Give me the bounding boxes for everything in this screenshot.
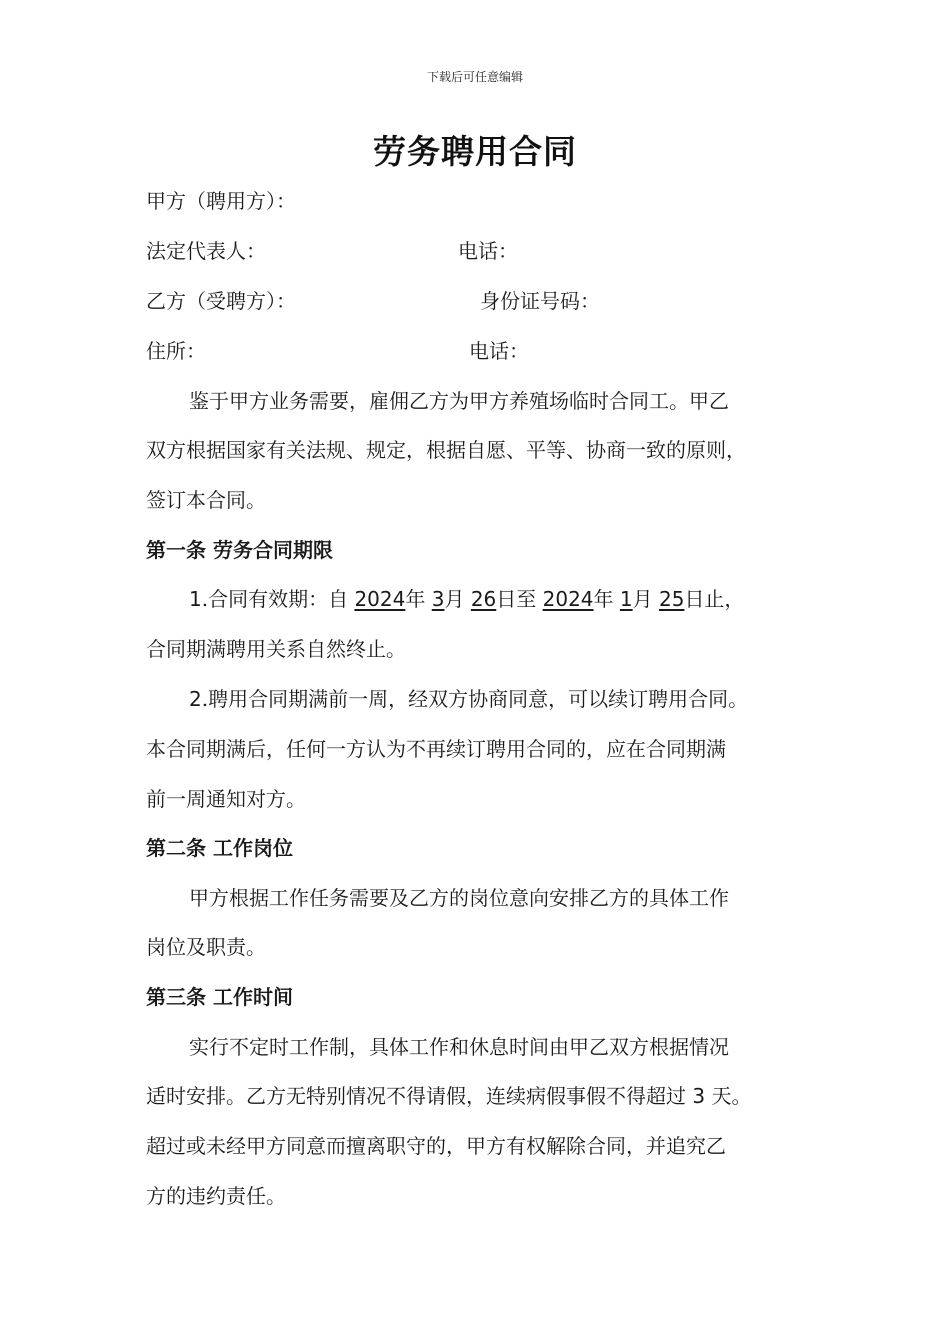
preamble-line-2: 双方根据国家有关法规、规定，根据自愿、平等、协商一致的原则， <box>146 438 746 462</box>
item-2-text: .聘用合同期满前一周，经双方协商同意，可以续订聘用合同。 <box>201 687 749 711</box>
article-3-line-2-text: 适时安排。乙方无特别情况不得请假，连续病假事假不得超过 <box>146 1084 686 1108</box>
id-number-label: 身份证号码： <box>480 289 600 313</box>
party-a-label: 甲方（聘用方）： <box>146 189 296 213</box>
article-1-heading: 第一条 劳务合同期限 <box>146 538 333 562</box>
year-char: 年 <box>405 587 426 611</box>
article-3-line-1: 实行不定时工作制，具体工作和休息时间由甲乙双方根据情况 <box>189 1035 729 1059</box>
start-year-field: 2024 <box>354 587 406 611</box>
address-label: 住所： <box>146 339 206 363</box>
preamble-line-1: 鉴于甲方业务需要，雇佣乙方为甲方养殖场临时合同工。甲乙 <box>189 389 729 413</box>
month-char: 月 <box>632 587 653 611</box>
legal-rep-label: 法定代表人： <box>146 239 266 263</box>
end-year-field: 2024 <box>542 587 594 611</box>
party-b-phone-label: 电话： <box>469 339 529 363</box>
page-title: 劳务聘用合同 <box>373 132 577 171</box>
item-number: 1 <box>189 587 202 611</box>
year-char: 年 <box>593 587 614 611</box>
article-3-heading: 第三条 工作时间 <box>146 985 293 1009</box>
start-month-field: 3 <box>431 587 445 611</box>
article-2-line-1: 甲方根据工作任务需要及乙方的岗位意向安排乙方的具体工作 <box>189 886 729 910</box>
article-3-line-4: 方的违约责任。 <box>146 1184 286 1208</box>
preamble-line-3: 签订本合同。 <box>146 488 266 512</box>
article-1-item-1-line-2: 合同期满聘用关系自然终止。 <box>146 637 406 661</box>
party-a-phone-label: 电话： <box>458 239 518 263</box>
article-1-item-2 <box>189 685 748 713</box>
day-unit: 天。 <box>711 1084 752 1108</box>
end-month-field: 1 <box>619 587 633 611</box>
header-note: 下载后可任意编辑 <box>426 70 523 84</box>
article-1-item-2-line-2: 本合同期满后，任何一方认为不再续订聘用合同的，应在合同期满 <box>146 737 726 761</box>
max-sick-days: 3 <box>692 1084 706 1108</box>
end-day-field: 25 <box>658 587 685 611</box>
article-3-line-2 <box>146 1082 751 1110</box>
article-3-line-3: 超过或未经甲方同意而擅离职守的，甲方有权解除合同，并追究乙 <box>146 1134 726 1158</box>
article-2-heading: 第二条 工作岗位 <box>146 836 293 860</box>
article-2-line-2: 岗位及职责。 <box>146 935 266 959</box>
start-day-field: 26 <box>470 587 497 611</box>
to-text: 日至 <box>496 587 537 611</box>
item-number: 2 <box>189 687 202 711</box>
term-intro: .合同有效期：自 <box>201 587 349 611</box>
party-b-label: 乙方（受聘方）： <box>146 289 296 313</box>
article-1-item-2-line-3: 前一周通知对方。 <box>146 787 306 811</box>
end-text: 日止， <box>684 587 745 611</box>
month-char: 月 <box>444 587 465 611</box>
article-1-item-1 <box>189 585 744 613</box>
